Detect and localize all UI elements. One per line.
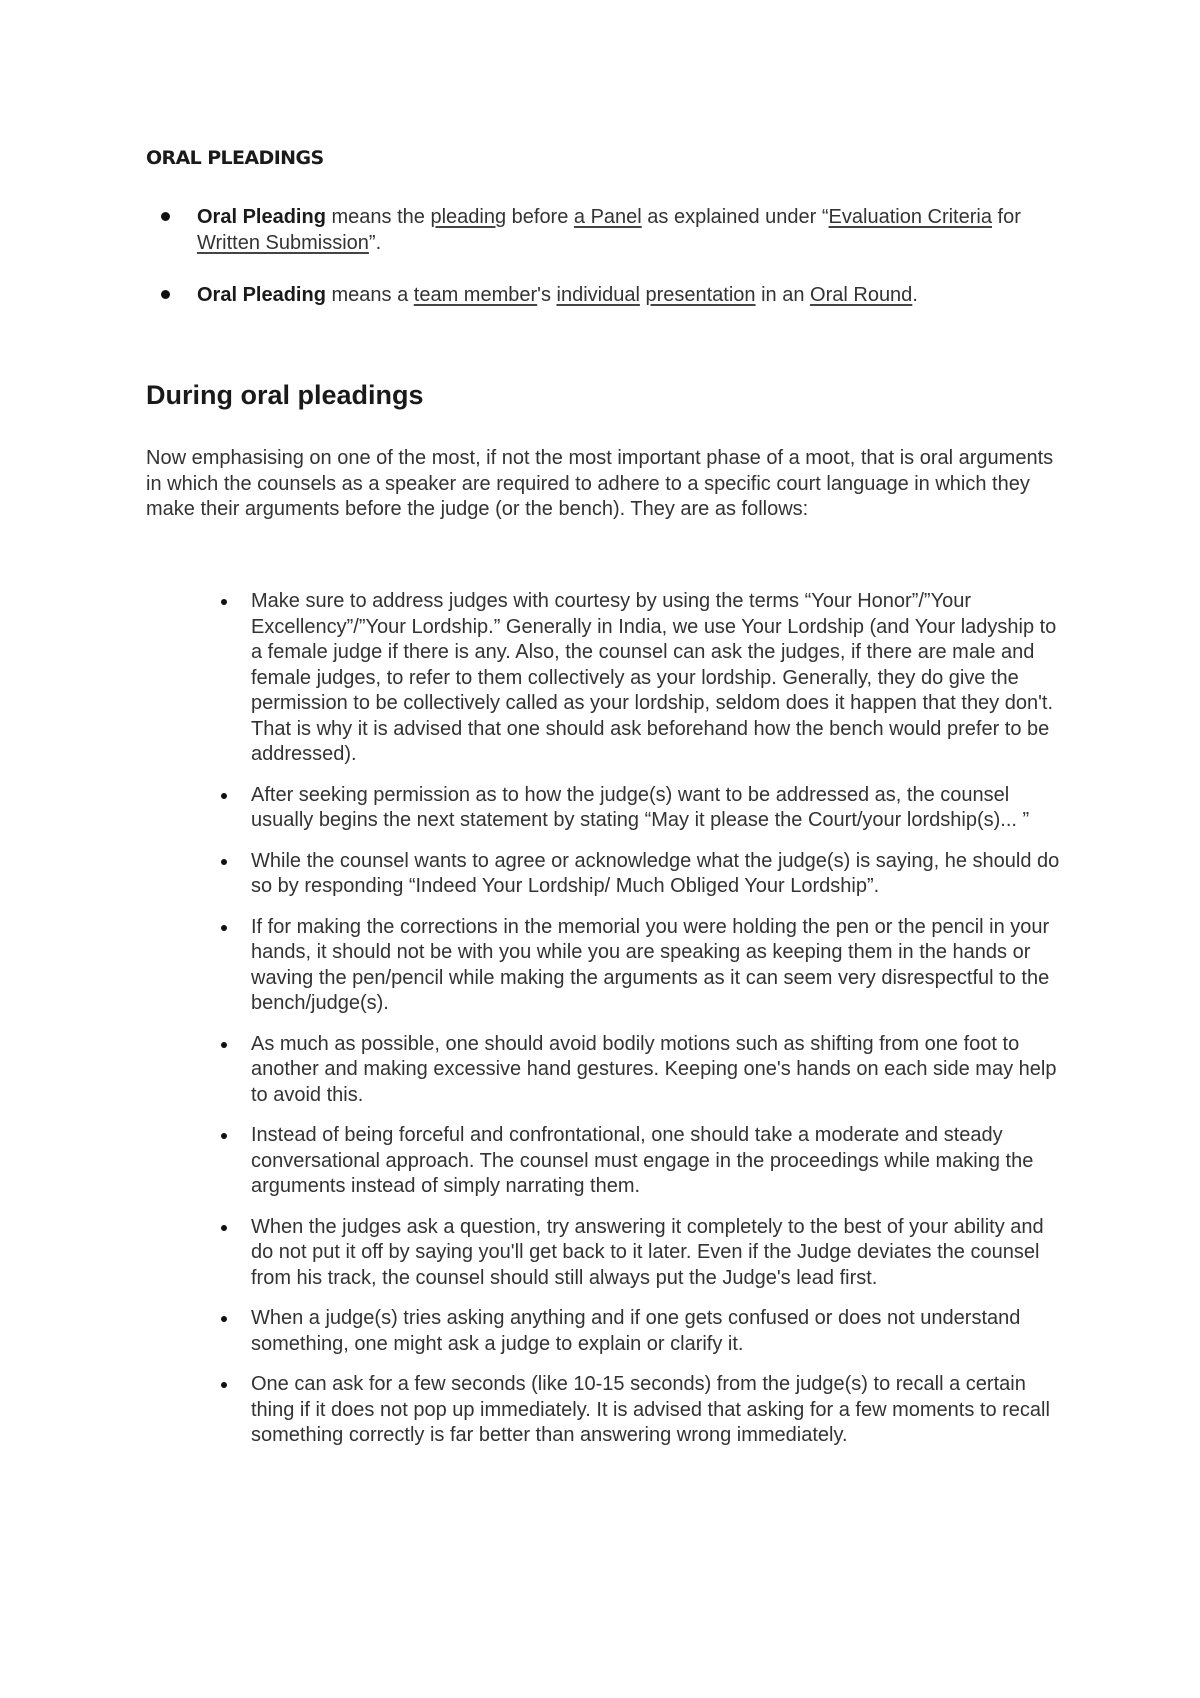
intro-paragraph: Now emphasising on one of the most, if not the most important phase of a moot, that is oral arguments in which the counsels as a speaker are required to adhere to a specific court language in which they make their arguments before the judge (or the bench). They are as follows:: [146, 447, 1054, 520]
definitions-list: [146, 204, 1046, 334]
definition-text: means a: [325, 284, 414, 306]
definition-text: in an: [755, 284, 811, 306]
rule-item: Instead of being forceful and confrontational, one should take a moderate and steady conversational approach. The counsel must engage in the proceedings while making the arguments instead of simply narrating them.: [251, 1123, 1071, 1200]
underlined-term: Written Submission: [197, 232, 369, 254]
definition-text: before: [506, 206, 574, 228]
rule-item: One can ask for a few seconds (like 10-15 seconds) from the judge(s) to recall a certain thing if it does not pop up immediately. It is advised that asking for a few moments to recall something correctly is far better than answering wrong immediately.: [251, 1372, 1071, 1449]
definition-term: Oral Pleading: [197, 206, 326, 228]
definition-term: Oral Pleading: [197, 284, 326, 306]
underlined-term: Oral Round: [810, 284, 913, 306]
rule-item: As much as possible, one should avoid bodily motions such as shifting from one foot to another and making excessive hand gestures. Keeping one's hands on each side may help to avoid this.: [251, 1032, 1071, 1109]
underlined-term: individual: [556, 284, 640, 306]
definition-text: as explained under “: [641, 206, 829, 228]
rule-item: When the judges ask a question, try answering it completely to the best of your ability and do not put it off by saying you'll get back to it later. Even if the Judge deviates the counsel from his track, the counsel should still always put the Judge's lead first.: [251, 1215, 1071, 1292]
definition-item: [146, 282, 1046, 308]
rule-item: When a judge(s) tries asking anything and if one gets confused or does not understand something, one might ask a judge to explain or clarify it.: [251, 1306, 1071, 1357]
rule-item: If for making the corrections in the memorial you were holding the pen or the pencil in your hands, it should not be with you while you are speaking as keeping them in the hands or waving the pen/pencil while making the arguments as it can seem very disrespectful to the bench/judge(s).: [251, 915, 1071, 1017]
definition-text: ”.: [368, 232, 382, 254]
definition-text: .: [912, 284, 918, 306]
rule-item: While the counsel wants to agree or acknowledge what the judge(s) is saying, he should do so by responding “Indeed Your Lordship/ Much Obliged Your Lordship”.: [251, 849, 1071, 900]
rules-list: [251, 589, 1071, 1464]
page-heading: ORAL PLEADINGS: [146, 147, 324, 169]
definition-item: [146, 204, 1046, 256]
definition-text: for: [991, 206, 1021, 228]
rule-item: After seeking permission as to how the judge(s) want to be addressed as, the counsel usually begins the next statement by stating “May it please the Court/your lordship(s)... ”: [251, 783, 1071, 834]
underlined-term: a Panel: [573, 206, 642, 228]
underlined-term: presentation: [645, 284, 756, 306]
section-title: During oral pleadings: [146, 380, 424, 410]
underlined-term: Evaluation Criteria: [828, 206, 992, 228]
underlined-term: pleading: [430, 206, 507, 228]
rule-item: Make sure to address judges with courtesy by using the terms “Your Honor”/”Your Excellency”/”Your Lordship.” Generally in India, we use Your Lordship (and Your ladyship to a female judge if there is any. Also, the counsel can ask the judges, if there are male and female judges, to refer to them collectively as your lordship. Generally, they do give the permission to be collectively called as your lordship, seldom does it happen that they don't. That is why it is advised that one should ask beforehand how the bench would prefer to be addressed).: [251, 589, 1071, 768]
definition-text: 's: [537, 284, 557, 306]
underlined-term: team member: [413, 284, 538, 306]
definition-text: means the: [325, 206, 431, 228]
